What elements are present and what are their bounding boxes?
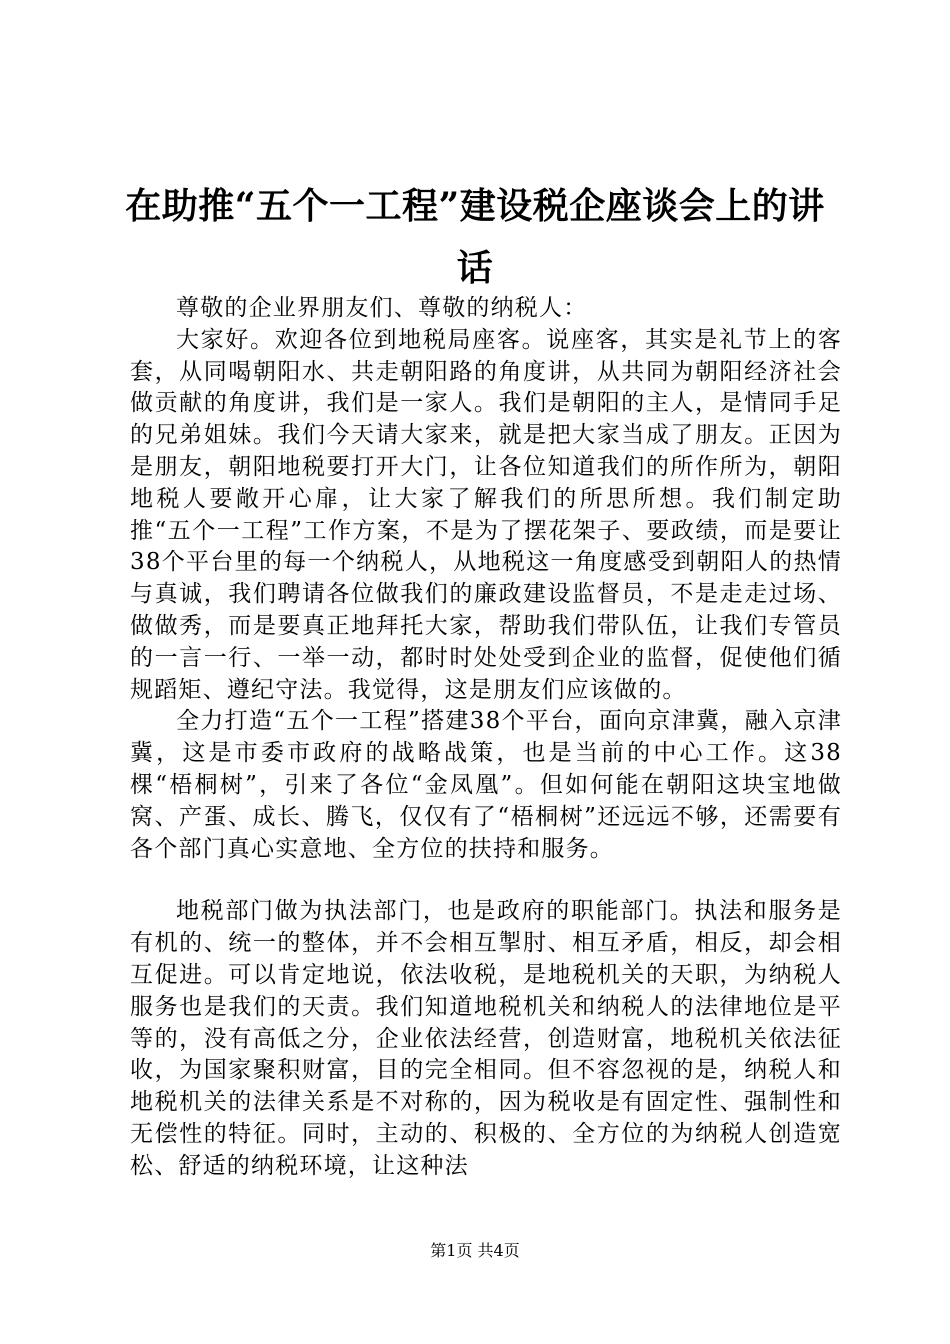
body-paragraph: 大家好。欢迎各位到地税局座客。说座客，其实是礼节上的客套，从同喝朝阳水、共走朝阳路的角度讲，从共同为朝阳经济社会做贡献的角度讲，我们是一家人。我们是朝阳的主人，是情同手足的兄弟姐妹。我们今天请大家来，就是把大家当成了朋友。正因为是朋友，朝阳地税要打开大门，让各位知道我们的所作所为，朝阳地税人要敞开心扉，让大家了解我们的所思所想。我们制定助推“五个一工程”工作方案，不是为了摆花架子、要政绩，而是要让38个平台里的每一个纳税人，从地税这一角度感受到朝阳人的热情与真诚，我们聘请各位做我们的廉政建设监督员，不是走走过场、做做秀，而是要真正地拜托大家，帮助我们带队伍，让我们专管员的一言一行、一举一动，都时时处处受到企业的监督，促使他们循规蹈矩、遵纪守法。我觉得，这是朋友们应该做的。 xyxy=(130,326,842,703)
document-body xyxy=(130,293,842,1183)
body-paragraph: 地税部门做为执法部门，也是政府的职能部门。执法和服务是有机的、统一的整体，并不会相互掣肘、相互矛盾，相反，却会相互促进。可以肯定地说，依法收税，是地税机关的天职，为纳税人服务也是我们的天责。我们知道地税机关和纳税人的法律地位是平等的，没有高低之分，企业依法经营，创造财富，地税机关依法征收，为国家聚积财富，目的完全相同。但不容忽视的是，纳税人和地税机关的法律关系是不对称的，因为税收是有固定性、强制性和无偿性的特征。同时，主动的、积极的、全方位的为纳税人创造宽松、舒适的纳税环境，让这种法 xyxy=(130,898,842,1179)
page-footer: 第1页 共4页 xyxy=(430,1241,520,1260)
body-paragraph: 全力打造“五个一工程”搭建38个平台，面向京津冀，融入京津冀，这是市委市政府的战略战策，也是当前的中心工作。这38棵“梧桐树”，引来了各位“金凤凰”。但如何能在朝阳这块宝地做窝、产蛋、成长、腾飞，仅仅有了“梧桐树”还远远不够，还需要有各个部门真心实意地、全方位的扶持和服务。 xyxy=(130,708,842,862)
document-title: 在助推“五个一工程”建设税企座谈会上的讲话 xyxy=(125,185,825,289)
salutation-paragraph: 尊敬的企业界朋友们、尊敬的纳税人： xyxy=(176,295,588,321)
